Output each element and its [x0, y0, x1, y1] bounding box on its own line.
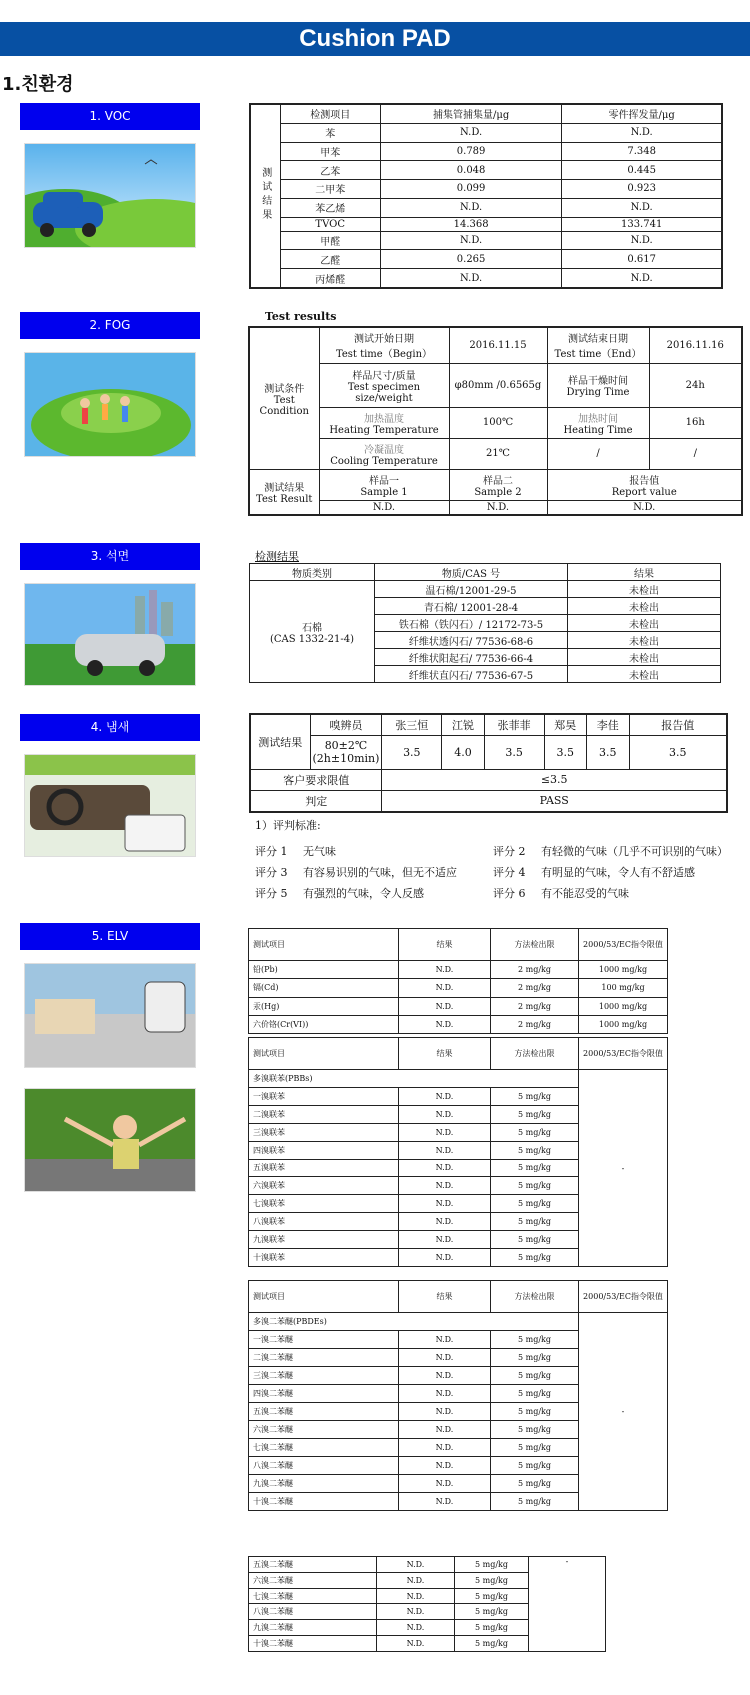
table-row: 七溴联苯 N.D. 5 mg/kg: [249, 1195, 668, 1213]
page-title: Cushion PAD: [299, 25, 451, 52]
odor-notes: 评分 1 无气味 评分 2 有轻微的气味（几乎不可识别的气味） 评分 3 有容易识别的气味，但无不适应 评分 4 有明显的气味，令人有不舒适感 评分 5 有强烈的气味，令人反感 评分 6 有不能忍受的气味: [255, 844, 728, 900]
elv-pbb-table: 测试项目 结果 方法检出限 2000/53/EC指令限值 多溴联苯(PBBs) - 一溴联苯 N.D. 5 mg/kg 二溴联苯 N.D. 5 mg/kg 三溴联苯 N.D. 5 mg/kg 四溴联苯 N.D. 5 mg/kg 五溴联苯 N.D. 5 mg/kg 六溴联苯 N.D. 5 mg/kg 七溴联苯 N.D. 5 mg/kg 八溴联苯 N.D. 5 mg/kg 九溴联苯 N.D. 5 mg/kg 十溴联苯 N.D. 5 mg/kg: [248, 1037, 668, 1267]
table-row: 一溴二苯醚 N.D. 5 mg/kg: [249, 1331, 668, 1349]
voc-table: [249, 103, 723, 289]
table-row: 纤维状透闪石/ 77536-68-6 未检出: [250, 632, 721, 649]
voc-side-label: 测试结果: [250, 104, 280, 288]
car-seat-image: [24, 963, 196, 1068]
table-row: 九溴二苯醚 N.D. 5 mg/kg: [249, 1620, 606, 1636]
label-elv: 5. ELV: [20, 923, 200, 950]
table-row: 青石棉/ 12001-28-4 未检出: [250, 598, 721, 615]
fog-result-label: 测试结果 Test Result: [249, 469, 319, 515]
table-row: 十溴联苯 N.D. 5 mg/kg: [249, 1249, 668, 1267]
fog-table: 测试条件 Test Condition 测试开始日期 Test time（Begin） 2016.11.15 测试结束日期 Test time（End） 2016.11.16 样品尺寸/质量 Test specimen size/weight φ80mm /0.6565g 样品干燥时间 Drying Time 24h 加热温度 Heating Temperature 100℃ 加热时间 Heating Time 16h 冷凝温度 Cooling Temperature 21℃ / / 测试结果 Test Result 样品一 Sample 1 样品二 Sample 2 报告值 Report value N.D. N.D. N.D.: [248, 326, 743, 516]
table-row: 十溴二苯醚 N.D. 5 mg/kg: [249, 1493, 668, 1511]
table-row: 一溴联苯 N.D. 5 mg/kg: [249, 1087, 668, 1105]
table-row: 三溴二苯醚 N.D. 5 mg/kg: [249, 1367, 668, 1385]
table-row: 六溴联苯 N.D. 5 mg/kg: [249, 1177, 668, 1195]
table-row: 乙苯 0.048 0.445: [250, 161, 722, 180]
table-row: 七溴二苯醚 N.D. 5 mg/kg: [249, 1588, 606, 1604]
voc-header: 检测项目: [280, 104, 380, 123]
voc-header: 零件挥发量/μg: [562, 104, 722, 123]
table-row: 四溴联苯 N.D. 5 mg/kg: [249, 1141, 668, 1159]
table-row: 乙醛 0.265 0.617: [250, 250, 722, 269]
table-row: 汞(Hg) N.D. 2 mg/kg 1000 mg/kg: [249, 997, 668, 1015]
table-row: 八溴二苯醚 N.D. 5 mg/kg: [249, 1604, 606, 1620]
table-row: 五溴联苯 N.D. 5 mg/kg: [249, 1159, 668, 1177]
page-title-bar: [0, 22, 750, 56]
table-row: 七溴二苯醚 N.D. 5 mg/kg: [249, 1439, 668, 1457]
table-row: 甲醛 N.D. N.D.: [250, 231, 722, 250]
fog-caption: Test results: [265, 310, 337, 323]
asbestos-table: 物质类别 物质/CAS 号 结果 石棉 (CAS 1332-21-4) 温石棉/12001-29-5 未检出 青石棉/ 12001-28-4 未检出 铁石棉（铁闪石）/ 12172-73-5 未检出 纤维状透闪石/ 77536-68-6 未检出 纤维状阳起石/ 77536-66-4 未检出 纤维状直闪石/ 77536-67-5 未检出: [249, 563, 721, 683]
table-row: 二溴二苯醚 N.D. 5 mg/kg: [249, 1349, 668, 1367]
table-row: TVOC 14.368 133.741: [250, 217, 722, 231]
table-row: 镉(Cd) N.D. 2 mg/kg 100 mg/kg: [249, 979, 668, 997]
table-row: 八溴二苯醚 N.D. 5 mg/kg: [249, 1457, 668, 1475]
table-row: 五溴二苯醚 N.D. 5 mg/kg -: [249, 1557, 606, 1573]
eco-leaf-people-image: [24, 352, 196, 457]
table-row: 四溴二苯醚 N.D. 5 mg/kg: [249, 1385, 668, 1403]
table-row: 铅(Pb) N.D. 2 mg/kg 1000 mg/kg: [249, 961, 668, 979]
table-row: 五溴二苯醚 N.D. 5 mg/kg: [249, 1403, 668, 1421]
section-heading: 1.친환경: [2, 74, 74, 95]
table-row: 六溴二苯醚 N.D. 5 mg/kg: [249, 1421, 668, 1439]
odor-notes-title: 1）评判标准:: [255, 819, 321, 832]
table-row: 六溴二苯醚 N.D. 5 mg/kg: [249, 1572, 606, 1588]
city-car-image: [24, 583, 196, 686]
table-row: 苯 N.D. N.D.: [250, 123, 722, 142]
asbestos-category: 石棉 (CAS 1332-21-4): [250, 581, 375, 683]
happy-driver-image: [24, 1088, 196, 1192]
elv-pbde-table: 测试项目 结果 方法检出限 2000/53/EC指令限值 多溴二苯醚(PBDEs) - 一溴二苯醚 N.D. 5 mg/kg 二溴二苯醚 N.D. 5 mg/kg 三溴二苯醚 N.D. 5 mg/kg 四溴二苯醚 N.D. 5 mg/kg 五溴二苯醚 N.D. 5 mg/kg 六溴二苯醚 N.D. 5 mg/kg 七溴二苯醚 N.D. 5 mg/kg 八溴二苯醚 N.D. 5 mg/kg 九溴二苯醚 N.D. 5 mg/kg 十溴二苯醚 N.D. 5 mg/kg: [248, 1280, 668, 1511]
fog-condition-label: 测试条件 Test Condition: [249, 327, 319, 469]
table-row: 九溴二苯醚 N.D. 5 mg/kg: [249, 1475, 668, 1493]
table-row: 丙烯醛 N.D. N.D.: [250, 269, 722, 288]
car-interior-image: [24, 754, 196, 857]
table-row: 苯乙烯 N.D. N.D.: [250, 198, 722, 217]
asbestos-caption: 检测结果: [255, 550, 299, 563]
table-row: 二溴联苯 N.D. 5 mg/kg: [249, 1105, 668, 1123]
eco-car-image: [24, 143, 196, 248]
table-row: 八溴联苯 N.D. 5 mg/kg: [249, 1213, 668, 1231]
table-row: 十溴二苯醚 N.D. 5 mg/kg: [249, 1636, 606, 1652]
odor-table: 测试结果 嗅辨员 张三恒 江锐 张菲菲 郑昊 李佳 报告值 80±2℃ (2h±10min) 3.5 4.0 3.5 3.5 3.5 3.5 客户要求限值 ≤3.5 判定 PASS: [249, 713, 728, 813]
table-row: 三溴联苯 N.D. 5 mg/kg: [249, 1123, 668, 1141]
elv-metals-table: 测试项目 结果 方法检出限 2000/53/EC指令限值 铅(Pb) N.D. 2 mg/kg 1000 mg/kg 镉(Cd) N.D. 2 mg/kg 100 mg/kg 汞(Hg) N.D. 2 mg/kg 1000 mg/kg 六价铬(Cr(VI)) N.D. 2 mg/kg 1000 mg/kg: [248, 928, 668, 1034]
elv-pbde-tail-table: [248, 1556, 606, 1652]
table-row: 六价铬(Cr(VI)) N.D. 2 mg/kg 1000 mg/kg: [249, 1015, 668, 1033]
label-fog: 2. FOG: [20, 312, 200, 339]
table-row: 铁石棉（铁闪石）/ 12172-73-5 未检出: [250, 615, 721, 632]
table-row: 九溴联苯 N.D. 5 mg/kg: [249, 1231, 668, 1249]
voc-header: 捕集管捕集量/μg: [380, 104, 561, 123]
table-row: 纤维状阳起石/ 77536-66-4 未检出: [250, 649, 721, 666]
table-row: 甲苯 0.789 7.348: [250, 142, 722, 161]
label-odor: 4. 냄새: [20, 714, 200, 741]
label-voc: 1. VOC: [20, 103, 200, 130]
table-row: 纤维状直闪石/ 77536-67-5 未检出: [250, 666, 721, 683]
label-asbestos: 3. 석면: [20, 543, 200, 570]
table-row: 二甲苯 0.099 0.923: [250, 180, 722, 199]
